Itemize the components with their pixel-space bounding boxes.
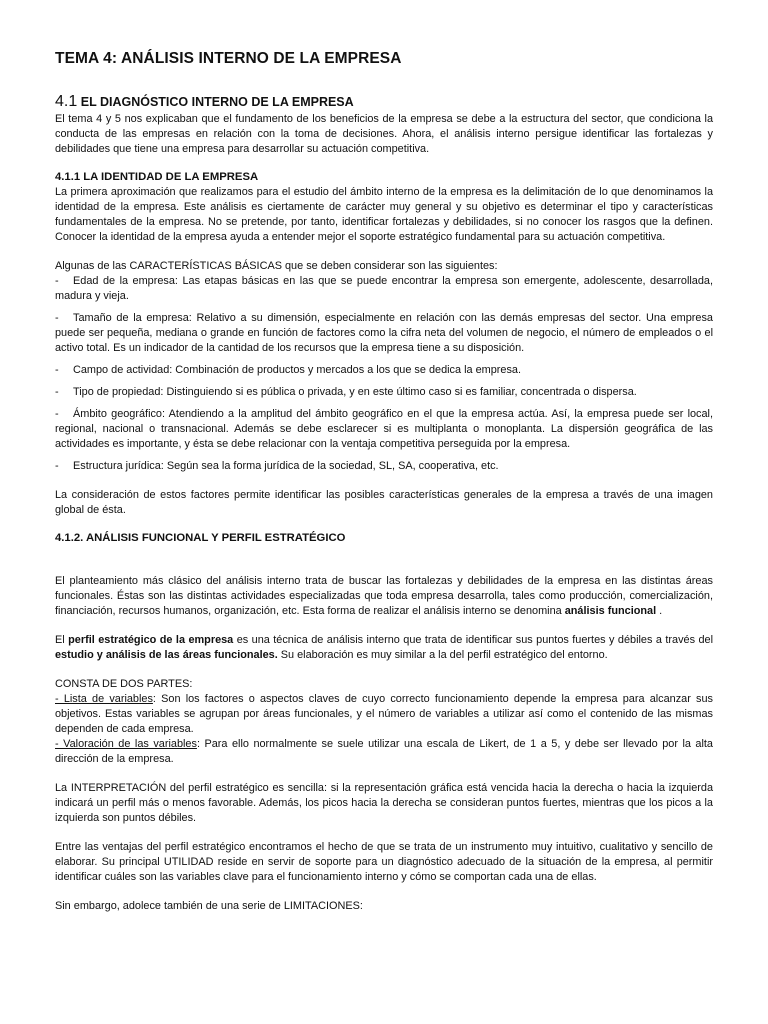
consta-label: CONSTA DE DOS PARTES: xyxy=(55,678,193,690)
valoracion-label: - Valoración de las variables xyxy=(55,738,197,750)
section-4-1-title: EL DIAGNÓSTICO INTERNO DE LA EMPRESA xyxy=(80,95,354,109)
profile-text-c: es una técnica de análisis interno que trata de identificar sus puntos fuertes y débiles a través del xyxy=(236,634,713,646)
identity-conclusion: La consideración de estos factores permite identificar las posibles características generales de la empresa a través de una imagen global de ésta. xyxy=(55,489,713,516)
list-item-edad xyxy=(55,274,713,304)
list-dash: - xyxy=(55,386,59,398)
section-4-1-1-heading: 4.1.1 LA IDENTIDAD DE LA EMPRESA xyxy=(55,171,259,183)
profile-text-a: El xyxy=(55,634,65,646)
lista-variables-paragraph xyxy=(55,692,713,737)
list-item-text: Edad de la empresa: Las etapas básicas en las que se puede encontrar la empresa son emergente, adolescente, desarrollada, madura y vieja. xyxy=(55,275,713,302)
list-dash: - xyxy=(55,408,59,420)
list-dash: - xyxy=(55,460,59,472)
functional-bold: análisis funcional xyxy=(564,605,657,617)
list-item-ambito xyxy=(55,407,713,452)
list-item-propiedad xyxy=(55,385,713,400)
list-dash: - xyxy=(55,364,59,376)
interpretation-paragraph: La INTERPRETACIÓN del perfil estratégico es sencilla: si la representación gráfica está vencida hacia la derecha o hacia la izquierda indicará un perfil más o menos favorable. Además, los picos hacia la derecha se consideran puntos fuertes, mientras que los picos a la izquierda son puntos débiles. xyxy=(55,782,713,824)
list-dash: - xyxy=(55,275,59,287)
identity-paragraph: La primera aproximación que realizamos para el estudio del ámbito interno de la empresa es la delimitación de lo que denominamos la identidad de la empresa. Este análisis es ciertamente de carácter muy general y su objetivo es determinar el tipo y características fundamentales de la empresa. No se pretende, por tanto, identificar fortalezas y debilidades, si no conocer los rasgos que la definen. Conocer la identidad de la empresa ayuda a entender mejor el soporte estratégico fundamental para su actuación competitiva. xyxy=(55,186,713,243)
advantages-paragraph: Entre las ventajas del perfil estratégico encontramos el hecho de que se trata de un instrumento muy intuitivo, cualitativo y sencillo de elaborar. Su principal UTILIDAD reside en servir de soporte para un diagnóstico adecuado de la situación de la empresa, al permitir identificar cuáles son las variables clave para el funcionamiento interno y cómo se comportan cada una de ellas. xyxy=(55,841,713,883)
section-4-1-2-heading: 4.1.2. ANÁLISIS FUNCIONAL Y PERFIL ESTRATÉGICO xyxy=(55,532,346,544)
list-item-text: Estructura jurídica: Según sea la forma jurídica de la sociedad, SL, SA, cooperativa, etc. xyxy=(73,460,499,472)
section-4-1-paragraph: El tema 4 y 5 nos explicaban que el fundamento de los beneficios de la empresa se debe a la estructura del sector, que condiciona la conducta de las empresas en relación con la toma de decisiones. Ahora, el análisis interno persigue identificar las fortalezas y debilidades que tiene una empresa para desarrollar su actuación competitiva. xyxy=(55,113,713,155)
list-item-text: Tipo de propiedad: Distinguiendo si es pública o privada, y en este último caso si es familiar, concentrada o dispersa. xyxy=(73,386,637,398)
list-item-text: Campo de actividad: Combinación de productos y mercados a los que se dedica la empresa. xyxy=(73,364,521,376)
profile-text-e: Su elaboración es muy similar a la del perfil estratégico del entorno. xyxy=(280,649,608,661)
valoracion-text: : Para ello normalmente se suele utilizar una escala de Likert, de 1 a 5, y debe ser llevado por la alta dirección de la empresa. xyxy=(55,738,713,765)
characteristics-intro: Algunas de las CARACTERÍSTICAS BÁSICAS que se deben considerar son las siguientes: xyxy=(55,260,498,272)
list-item-campo xyxy=(55,363,713,378)
valoracion-paragraph xyxy=(55,737,713,767)
lista-variables-label: - Lista de variables xyxy=(55,693,153,705)
list-item-tamano xyxy=(55,311,713,356)
lista-variables-text: : Son los factores o aspectos claves de cuyo correcto funcionamiento depende la empresa para alcanzar sus objetivos. Estas variables se agrupan por áreas funcionales, y el número de variables a utilizar así como el contenido de las mismas dependen de cada empresa. xyxy=(55,693,714,735)
document-title: TEMA 4: ANÁLISIS INTERNO DE LA EMPRESA xyxy=(55,50,402,67)
list-item-text: Ámbito geográfico: Atendiendo a la amplitud del ámbito geográfico en el que la empresa actúa. Así, la empresa puede ser local, regional, nacional o transnacional. Además se debe esclarecer si es multiplanta o monoplanta. La dispersión geográfica de las actividades es importante, y ésta se debe relacionar con la ventaja competitiva perseguida por la empresa. xyxy=(55,408,713,450)
section-4-1-number: 4.1 xyxy=(55,93,78,110)
profile-bold-d: estudio y análisis de las áreas funcionales. xyxy=(55,649,278,661)
strategic-profile-paragraph xyxy=(55,633,713,663)
list-item-estructura xyxy=(55,459,713,474)
list-item-text: Tamaño de la empresa: Relativo a su dimensión, especialmente en relación con las demás empresas del sector. Una empresa puede ser pequeña, mediana o grande en función de factores como la cifra neta del volumen de negocio, el número de empleados o el activo total. Es un indicador de la cantidad de los recursos que la empresa tiene a su disposición. xyxy=(55,312,713,354)
functional-end: . xyxy=(659,605,663,617)
profile-bold-b: perfil estratégico de la empresa xyxy=(68,634,234,646)
limitations-paragraph: Sin embargo, adolece también de una serie de LIMITACIONES: xyxy=(55,900,363,912)
list-dash: - xyxy=(55,312,59,324)
section-4-1-heading xyxy=(55,93,713,111)
functional-text: El planteamiento más clásico del análisis interno trata de buscar las fortalezas y debilidades de la empresa en las distintas áreas funcionales. Éstas son las distintas actividades especializadas que toda empresa desarrolla, tales como producción, comercialización, financiación, recursos humanos, organización, etc. Esta forma de realizar el análisis interno se denomina xyxy=(55,575,713,617)
functional-analysis-paragraph xyxy=(55,574,713,619)
